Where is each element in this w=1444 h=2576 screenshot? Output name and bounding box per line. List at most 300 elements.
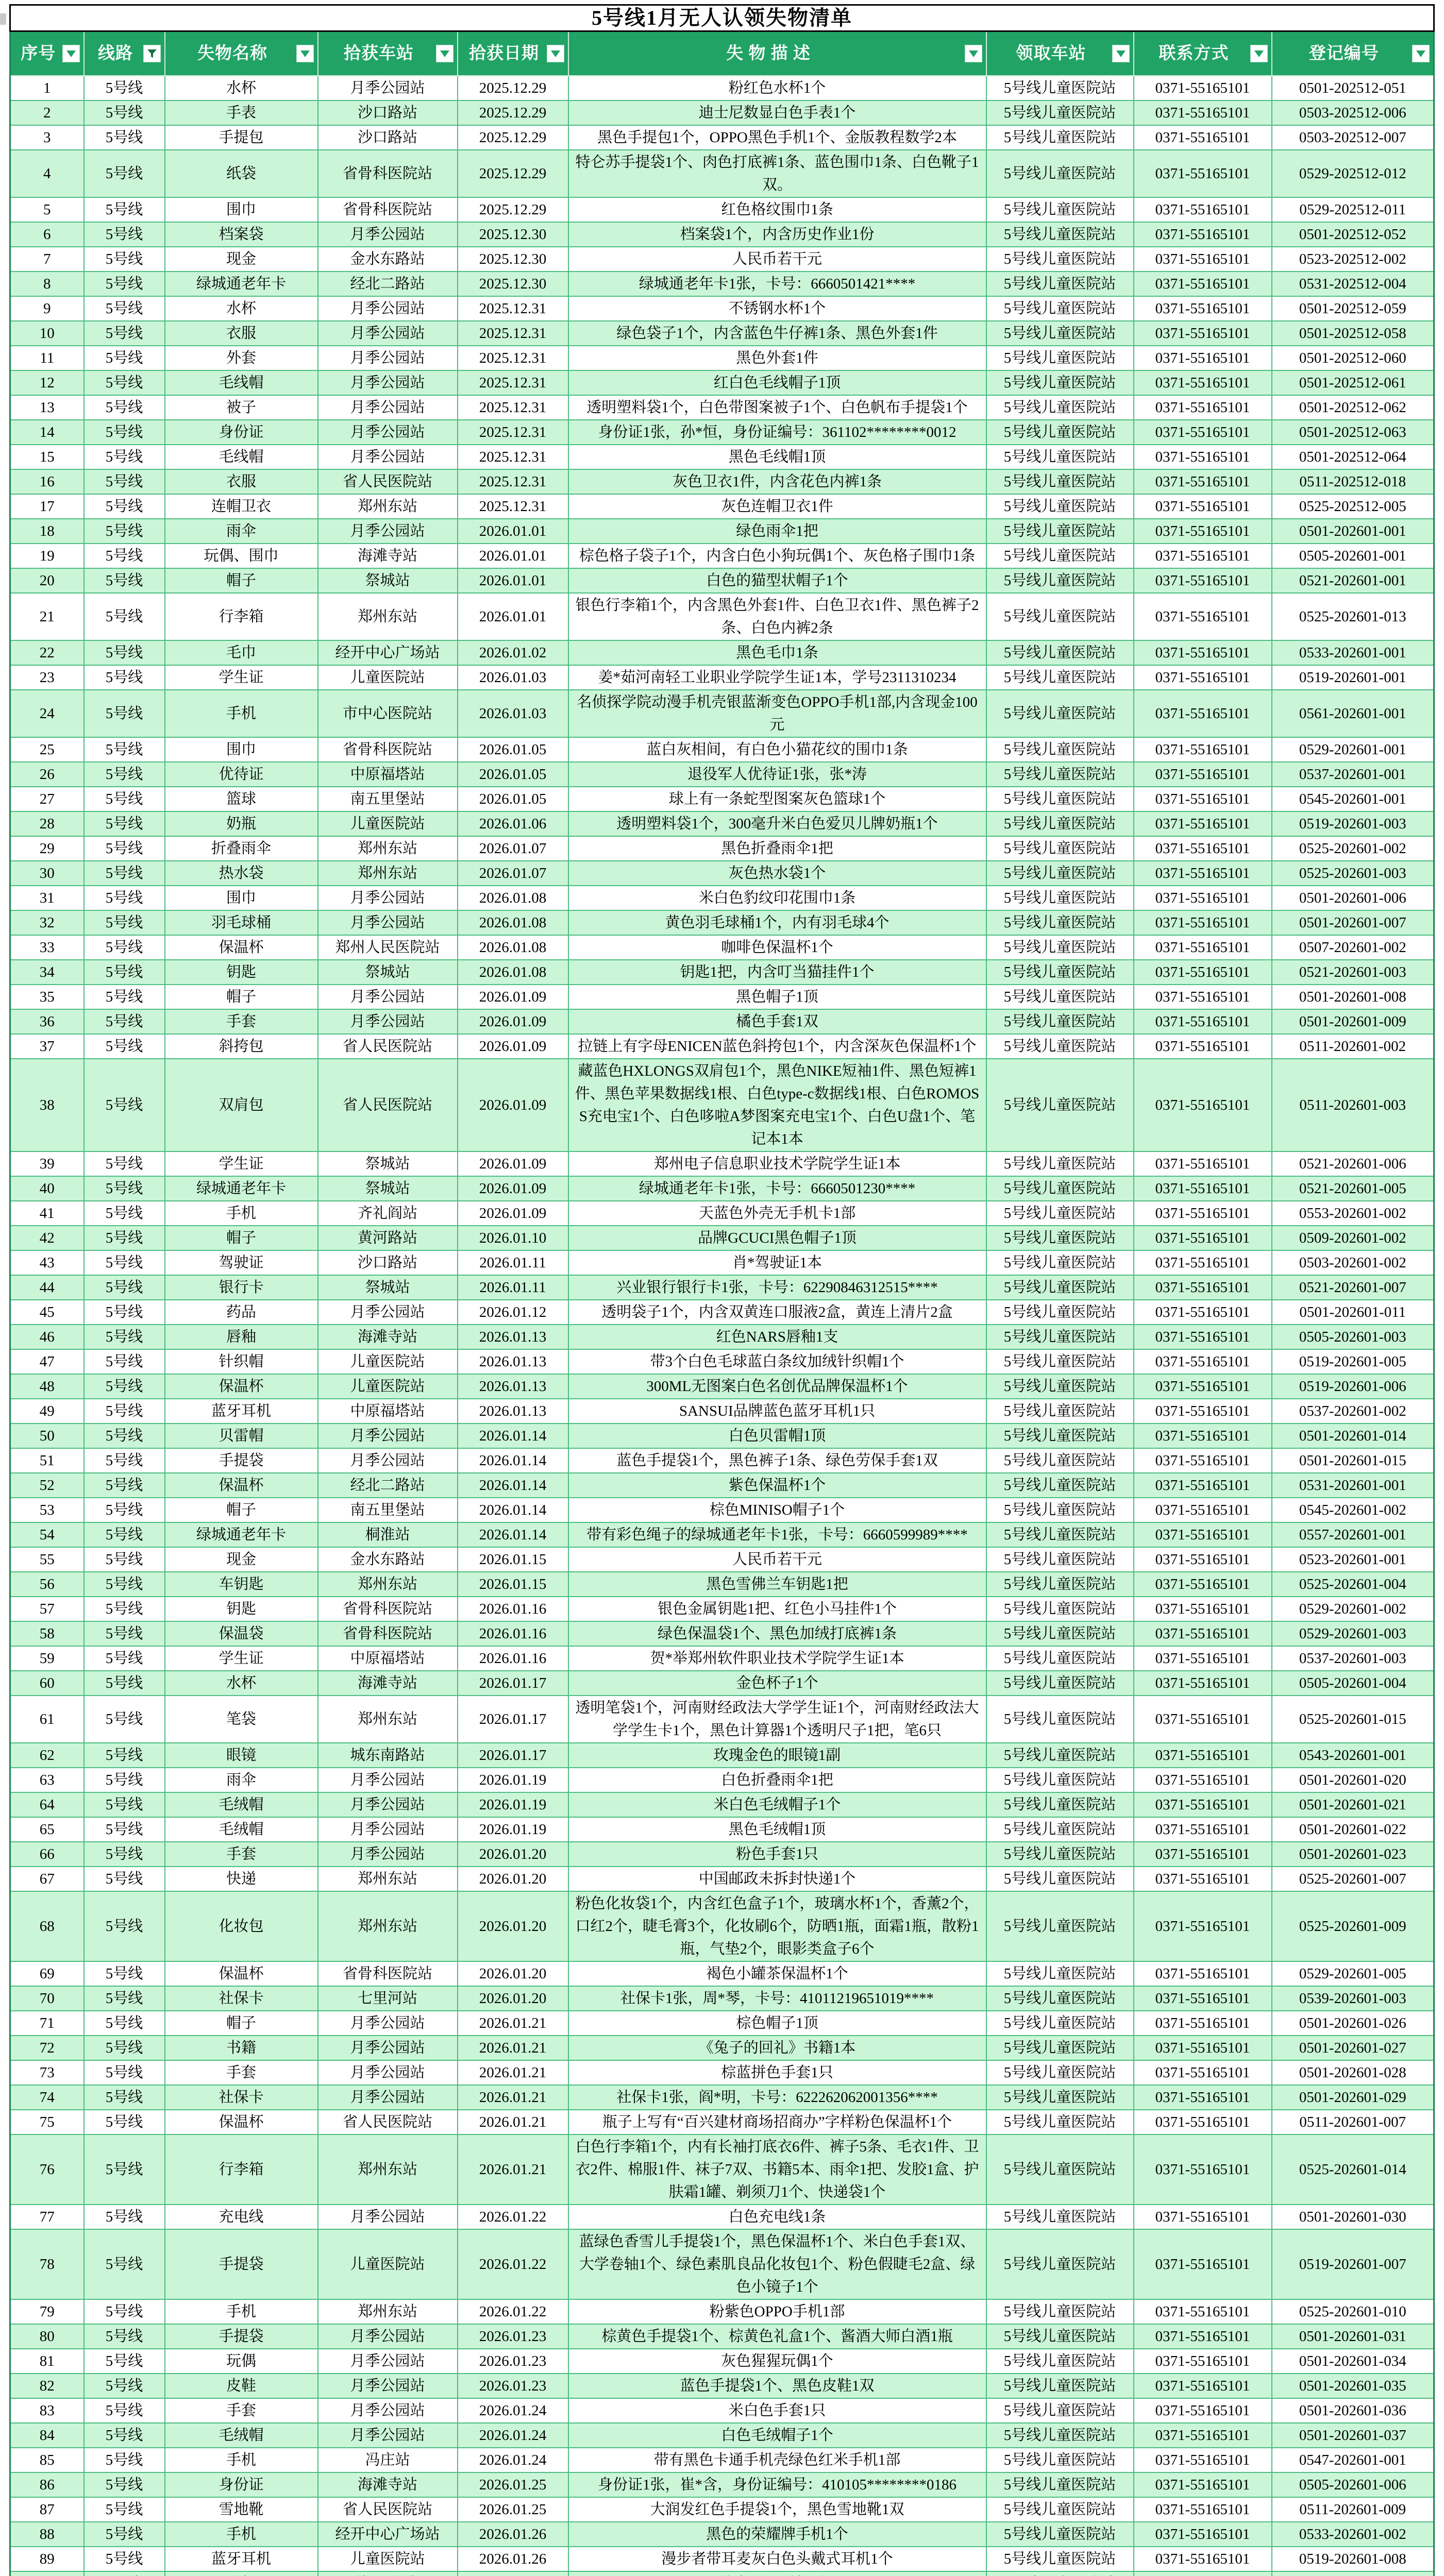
cell-found-station: 省人民医院站 (318, 2497, 458, 2522)
cell-seq: 71 (10, 2011, 84, 2036)
cell-reg-no: 0545-202601-002 (1272, 1498, 1434, 1522)
cell-line: 5号线 (84, 1522, 165, 1547)
cell-item-name: 笔袋 (165, 1696, 318, 1743)
chevron-down-icon (300, 50, 310, 57)
cell-reg-no: 0501-202601-014 (1272, 1423, 1434, 1448)
cell-found-date: 2026.01.02 (458, 640, 568, 665)
cell-item-name: 手套 (165, 2398, 318, 2423)
cell-found-station: 月季公园站 (318, 1009, 458, 1034)
cell-seq: 79 (10, 2299, 84, 2324)
cell-reg-no: 0503-202512-007 (1272, 125, 1434, 150)
cell-seq: 84 (10, 2423, 84, 2448)
filter-dropdown-button[interactable] (436, 45, 454, 62)
cell-item-name: 绿城通老年卡 (165, 1176, 318, 1201)
cell-reg-no: 0501-202601-027 (1272, 2036, 1434, 2060)
cell-description: 退役军人优待证1张，张*涛 (568, 762, 986, 787)
cell-line: 5号线 (84, 2423, 165, 2448)
cell-seq: 83 (10, 2398, 84, 2423)
cell-pickup-station: 5号线儿童医院站 (986, 2110, 1134, 2134)
table-row (10, 593, 1434, 640)
table-row (10, 1399, 1434, 1423)
scroll-corner (0, 13, 6, 25)
cell-description: 档案袋1个，内含历史作业1份 (568, 222, 986, 247)
cell-pickup-station: 5号线儿童医院站 (986, 737, 1134, 762)
cell-found-station: 中原福塔站 (318, 1399, 458, 1423)
cell-line: 5号线 (84, 1325, 165, 1349)
cell-seq: 75 (10, 2110, 84, 2134)
cell-description: 银色行李箱1个，内含黑色外套1件、白色卫衣1件、黑色裤子2条、白色内裤2条 (568, 593, 986, 640)
cell-pickup-station (986, 2571, 1134, 2576)
cell-seq (10, 2571, 84, 2576)
cell-item-name: 现金 (165, 247, 318, 272)
table-row (10, 1176, 1434, 1201)
cell-pickup-station: 5号线儿童医院站 (986, 1009, 1134, 1034)
cell-reg-no: 0553-202601-002 (1272, 1201, 1434, 1226)
cell-description: 透明袋子1个，内含双黄连口服液2盒，黄连上清片2盒 (568, 1300, 986, 1325)
cell-description: 黑色毛绒帽1顶 (568, 1817, 986, 1842)
cell-found-station: 沙口路站 (318, 100, 458, 125)
cell-found-station: 市中心医院站 (318, 690, 458, 737)
cell-contact: 0371-55165101 (1134, 2374, 1272, 2398)
cell-item-name: 社保卡 (165, 1986, 318, 2011)
cell-line: 5号线 (84, 1009, 165, 1034)
table-row (10, 1696, 1434, 1743)
table-row (10, 1621, 1434, 1646)
cell-contact: 0371-55165101 (1134, 1621, 1272, 1646)
cell-pickup-station: 5号线儿童医院站 (986, 296, 1134, 321)
cell-found-station: 月季公园站 (318, 395, 458, 420)
cell-found-station: 省骨科医院站 (318, 1597, 458, 1621)
cell-contact: 0371-55165101 (1134, 2472, 1272, 2497)
cell-line: 5号线 (84, 1374, 165, 1399)
cell-pickup-station: 5号线儿童医院站 (986, 1151, 1134, 1176)
cell-pickup-station: 5号线儿童医院站 (986, 2374, 1134, 2398)
cell-seq: 45 (10, 1300, 84, 1325)
cell-description: 带有黑色卡通手机壳绿色红米手机1部 (568, 2448, 986, 2472)
cell-reg-no: 0511-202601-007 (1272, 2110, 1434, 2134)
cell-item-name: 折叠雨伞 (165, 836, 318, 861)
cell-line: 5号线 (84, 1423, 165, 1448)
cell-description: 中国邮政未拆封快递1个 (568, 1867, 986, 1891)
cell-description: 黄色羽毛球桶1个，内有羽毛球4个 (568, 910, 986, 935)
cell-seq: 1 (10, 76, 84, 100)
cell-description: 透明笔袋1个，河南财经政法大学学生证1个，河南财经政法大学学生卡1个，黑色计算器1个透明尺子1把，笔6只 (568, 1696, 986, 1743)
cell-found-date: 2026.01.03 (458, 665, 568, 690)
cell-contact: 0371-55165101 (1134, 1275, 1272, 1300)
cell-seq: 43 (10, 1250, 84, 1275)
table-row (10, 2423, 1434, 2448)
cell-pickup-station: 5号线儿童医院站 (986, 2497, 1134, 2522)
cell-reg-no: 0531-202601-001 (1272, 1473, 1434, 1498)
column-header-label: 领取车站 (1016, 44, 1086, 63)
cell-contact: 0371-55165101 (1134, 1867, 1272, 1891)
cell-contact: 0371-55165101 (1134, 346, 1272, 370)
cell-item-name: 手机 (165, 2448, 318, 2472)
filter-funnel-button[interactable] (143, 45, 161, 62)
cell-reg-no: 0533-202601-002 (1272, 2522, 1434, 2547)
cell-seq: 36 (10, 1009, 84, 1034)
cell-item-name (165, 2571, 318, 2576)
cell-pickup-station: 5号线儿童医院站 (986, 1671, 1134, 1696)
cell-description: 红色格纹围巾1条 (568, 197, 986, 222)
cell-line: 5号线 (84, 811, 165, 836)
cell-found-station: 祭城站 (318, 1151, 458, 1176)
cell-seq: 73 (10, 2060, 84, 2085)
cell-pickup-station: 5号线儿童医院站 (986, 787, 1134, 811)
cell-pickup-station: 5号线儿童医院站 (986, 445, 1134, 469)
cell-found-station: 省人民医院站 (318, 1034, 458, 1059)
cell-pickup-station: 5号线儿童医院站 (986, 1300, 1134, 1325)
cell-found-date: 2026.01.23 (458, 2349, 568, 2374)
cell-found-station: 月季公园站 (318, 1817, 458, 1842)
table-row (10, 1743, 1434, 1768)
cell-reg-no: 0501-202601-030 (1272, 2205, 1434, 2229)
cell-line: 5号线 (84, 886, 165, 910)
cell-reg-no: 0501-202601-022 (1272, 1817, 1434, 1842)
cell-seq: 4 (10, 150, 84, 197)
table-row (10, 1961, 1434, 1986)
cell-seq: 54 (10, 1522, 84, 1547)
cell-reg-no: 0529-202601-005 (1272, 1961, 1434, 1986)
cell-description: 棕色MINISO帽子1个 (568, 1498, 986, 1522)
cell-seq: 56 (10, 1572, 84, 1597)
cell-found-station: 月季公园站 (318, 2349, 458, 2374)
cell-reg-no: 0525-202601-009 (1272, 1891, 1434, 1961)
cell-contact: 0371-55165101 (1134, 985, 1272, 1009)
cell-seq: 62 (10, 1743, 84, 1768)
cell-found-date: 2025.12.31 (458, 469, 568, 494)
cell-found-date: 2026.01.01 (458, 568, 568, 593)
cell-seq: 31 (10, 886, 84, 910)
cell-seq: 23 (10, 665, 84, 690)
table-row (10, 2497, 1434, 2522)
cell-item-name: 手机 (165, 2522, 318, 2547)
table-row (10, 1059, 1434, 1151)
cell-item-name: 优待证 (165, 762, 318, 787)
cell-item-name: 蓝牙耳机 (165, 2547, 318, 2571)
cell-found-station: 月季公园站 (318, 2423, 458, 2448)
cell-contact: 0371-55165101 (1134, 1696, 1272, 1743)
table-row (10, 1522, 1434, 1547)
cell-reg-no: 0501-202601-036 (1272, 2398, 1434, 2423)
cell-seq: 66 (10, 1842, 84, 1867)
cell-contact: 0371-55165101 (1134, 272, 1272, 296)
cell-description: 米白色手套1只 (568, 2398, 986, 2423)
cell-contact: 0371-55165101 (1134, 762, 1272, 787)
cell-contact: 0371-55165101 (1134, 593, 1272, 640)
cell-item-name: 车钥匙 (165, 1572, 318, 1597)
cell-seq: 81 (10, 2349, 84, 2374)
cell-item-name: 玩偶、围巾 (165, 544, 318, 568)
cell-contact: 0371-55165101 (1134, 640, 1272, 665)
cell-description: 姜*茹河南轻工业职业学院学生证1本，学号2311310234 (568, 665, 986, 690)
cell-seq: 69 (10, 1961, 84, 1986)
cell-item-name: 手机 (165, 2299, 318, 2324)
cell-item-name: 毛绒帽 (165, 2423, 318, 2448)
cell-item-name: 手机 (165, 690, 318, 737)
cell-contact: 0371-55165101 (1134, 665, 1272, 690)
cell-found-station: 月季公园站 (318, 2036, 458, 2060)
cell-pickup-station: 5号线儿童医院站 (986, 1374, 1134, 1399)
cell-line: 5号线 (84, 1300, 165, 1325)
cell-pickup-station: 5号线儿童医院站 (986, 544, 1134, 568)
cell-seq: 89 (10, 2547, 84, 2571)
cell-line: 5号线 (84, 690, 165, 737)
cell-contact: 0371-55165101 (1134, 544, 1272, 568)
cell-line: 5号线 (84, 737, 165, 762)
cell-pickup-station: 5号线儿童医院站 (986, 1473, 1134, 1498)
cell-reg-no: 0511-202512-018 (1272, 469, 1434, 494)
table-row (10, 2522, 1434, 2547)
cell-contact: 0371-55165101 (1134, 1572, 1272, 1597)
cell-seq: 49 (10, 1399, 84, 1423)
cell-found-station: 南五里堡站 (318, 787, 458, 811)
cell-contact: 0371-55165101 (1134, 960, 1272, 985)
cell-description: 绿城通老年卡1张，卡号：6660501230**** (568, 1176, 986, 1201)
table-row (10, 2205, 1434, 2229)
cell-found-date (458, 2571, 568, 2576)
cell-found-date: 2026.01.19 (458, 1817, 568, 1842)
cell-description: 绿色保温袋1个、黑色加绒打底裤1条 (568, 1621, 986, 1646)
cell-line: 5号线 (84, 1696, 165, 1743)
cell-description: 大润发红色手提袋1个，黑色雪地靴1双 (568, 2497, 986, 2522)
cell-found-date: 2026.01.05 (458, 737, 568, 762)
cell-line: 5号线 (84, 321, 165, 346)
cell-reg-no: 0547-202601-001 (1272, 2448, 1434, 2472)
cell-found-station: 经开中心广场站 (318, 640, 458, 665)
table-row (10, 737, 1434, 762)
cell-reg-no: 0501-202601-034 (1272, 2349, 1434, 2374)
cell-pickup-station: 5号线儿童医院站 (986, 1547, 1134, 1572)
cell-found-station: 桐淮站 (318, 1522, 458, 1547)
cell-line: 5号线 (84, 76, 165, 100)
cell-reg-no (1272, 2571, 1434, 2576)
table-row (10, 197, 1434, 222)
cell-found-date: 2025.12.29 (458, 100, 568, 125)
filter-dropdown-button[interactable] (296, 45, 314, 62)
cell-seq: 72 (10, 2036, 84, 2060)
column-header-label: 失 物 描 述 (726, 44, 811, 63)
cell-line: 5号线 (84, 1768, 165, 1792)
cell-reg-no: 0501-202512-051 (1272, 76, 1434, 100)
chevron-down-icon (1254, 50, 1264, 57)
cell-found-station: 月季公园站 (318, 321, 458, 346)
cell-found-station: 七里河站 (318, 1986, 458, 2011)
cell-found-station: 月季公园站 (318, 420, 458, 445)
cell-description: 身份证1张，孙*恒，身份证编号：361102********0012 (568, 420, 986, 445)
cell-seq: 33 (10, 935, 84, 960)
cell-found-date: 2026.01.24 (458, 2423, 568, 2448)
cell-seq: 78 (10, 2229, 84, 2299)
cell-reg-no: 0533-202601-001 (1272, 640, 1434, 665)
cell-line: 5号线 (84, 640, 165, 665)
cell-found-date: 2025.12.29 (458, 197, 568, 222)
cell-description: 黑色手提包1个，OPPO黑色手机1个、金版教程数学2本 (568, 125, 986, 150)
cell-found-station: 省人民医院站 (318, 469, 458, 494)
cell-pickup-station: 5号线儿童医院站 (986, 420, 1134, 445)
column-header-7 (1134, 31, 1272, 76)
table-row (10, 469, 1434, 494)
cell-pickup-station: 5号线儿童医院站 (986, 985, 1134, 1009)
cell-seq: 77 (10, 2205, 84, 2229)
cell-item-name: 书籍 (165, 2036, 318, 2060)
cell-pickup-station: 5号线儿童医院站 (986, 1522, 1134, 1547)
cell-found-date: 2026.01.09 (458, 1201, 568, 1226)
table-row (10, 1768, 1434, 1792)
cell-contact: 0371-55165101 (1134, 469, 1272, 494)
chevron-down-icon (1416, 50, 1425, 57)
cell-reg-no: 0511-202601-009 (1272, 2497, 1434, 2522)
cell-found-station: 海滩寺站 (318, 544, 458, 568)
cell-found-date: 2026.01.08 (458, 935, 568, 960)
cell-line: 5号线 (84, 2299, 165, 2324)
filter-dropdown-button[interactable] (1112, 45, 1130, 62)
cell-pickup-station: 5号线儿童医院站 (986, 2324, 1134, 2349)
cell-seq: 51 (10, 1448, 84, 1473)
cell-found-date: 2026.01.21 (458, 2085, 568, 2110)
cell-reg-no: 0529-202601-001 (1272, 737, 1434, 762)
cell-seq: 74 (10, 2085, 84, 2110)
cell-found-date: 2026.01.16 (458, 1621, 568, 1646)
cell-description: 咖啡色保温杯1个 (568, 935, 986, 960)
cell-description: 棕色格子袋子1个，内含白色小狗玩偶1个、灰色格子围巾1条 (568, 544, 986, 568)
cell-found-station: 月季公园站 (318, 2011, 458, 2036)
table-row (10, 1034, 1434, 1059)
cell-seq: 12 (10, 370, 84, 395)
cell-description: 黑色帽子1顶 (568, 985, 986, 1009)
cell-pickup-station: 5号线儿童医院站 (986, 346, 1134, 370)
cell-item-name: 身份证 (165, 2472, 318, 2497)
cell-contact: 0371-55165101 (1134, 1034, 1272, 1059)
cell-found-station: 月季公园站 (318, 370, 458, 395)
cell-found-station: 月季公园站 (318, 519, 458, 544)
cell-line: 5号线 (84, 2060, 165, 2085)
cell-found-date: 2026.01.07 (458, 861, 568, 886)
funnel-icon (146, 47, 158, 60)
cell-pickup-station: 5号线儿童医院站 (986, 1176, 1134, 1201)
cell-pickup-station: 5号线儿童医院站 (986, 1349, 1134, 1374)
cell-item-name: 手机 (165, 1201, 318, 1226)
column-header-3 (318, 31, 458, 76)
cell-contact: 0371-55165101 (1134, 2497, 1272, 2522)
cell-found-date: 2025.12.31 (458, 445, 568, 469)
cell-contact: 0371-55165101 (1134, 1349, 1272, 1374)
cell-reg-no: 0531-202512-004 (1272, 272, 1434, 296)
cell-found-date: 2026.01.21 (458, 2134, 568, 2205)
cell-found-station: 月季公园站 (318, 1842, 458, 1867)
cell-seq: 70 (10, 1986, 84, 2011)
cell-contact: 0371-55165101 (1134, 1671, 1272, 1696)
cell-item-name: 蓝牙耳机 (165, 1399, 318, 1423)
cell-pickup-station: 5号线儿童医院站 (986, 1768, 1134, 1792)
cell-reg-no: 0543-202601-001 (1272, 1743, 1434, 1768)
cell-description: 白色折叠雨伞1把 (568, 1768, 986, 1792)
cell-found-station: 海滩寺站 (318, 1325, 458, 1349)
cell-reg-no: 0509-202601-002 (1272, 1226, 1434, 1250)
cell-line: 5号线 (84, 665, 165, 690)
cell-item-name: 羽毛球桶 (165, 910, 318, 935)
cell-line: 5号线 (84, 2448, 165, 2472)
cell-description: 棕蓝拼色手套1只 (568, 2060, 986, 2085)
cell-description: 灰色热水袋1个 (568, 861, 986, 886)
cell-seq: 86 (10, 2472, 84, 2497)
table-row (10, 1325, 1434, 1349)
cell-found-date: 2026.01.05 (458, 787, 568, 811)
cell-pickup-station: 5号线儿童医院站 (986, 2229, 1134, 2299)
cell-line: 5号线 (84, 2497, 165, 2522)
cell-found-date: 2026.01.26 (458, 2522, 568, 2547)
cell-description: 带有彩色绳子的绿城通老年卡1张，卡号：6660599989**** (568, 1522, 986, 1547)
column-header-4 (458, 31, 568, 76)
table-row (10, 1817, 1434, 1842)
cell-contact: 0371-55165101 (1134, 1498, 1272, 1522)
cell-seq: 87 (10, 2497, 84, 2522)
filter-dropdown-button[interactable] (547, 45, 564, 62)
cell-pickup-station: 5号线儿童医院站 (986, 836, 1134, 861)
cell-line: 5号线 (84, 420, 165, 445)
cell-item-name: 帽子 (165, 1498, 318, 1522)
table-row (10, 125, 1434, 150)
table-row (10, 935, 1434, 960)
cell-reg-no: 0561-202601-001 (1272, 690, 1434, 737)
cell-found-date: 2026.01.06 (458, 811, 568, 836)
cell-found-station: 金水东路站 (318, 1547, 458, 1572)
filter-dropdown-button[interactable] (1412, 45, 1430, 62)
cell-pickup-station: 5号线儿童医院站 (986, 2547, 1134, 2571)
filter-dropdown-button[interactable] (62, 45, 80, 62)
cell-contact: 0371-55165101 (1134, 2110, 1272, 2134)
cell-found-date: 2026.01.01 (458, 519, 568, 544)
cell-reg-no: 0529-202512-011 (1272, 197, 1434, 222)
cell-pickup-station: 5号线儿童医院站 (986, 2398, 1134, 2423)
cell-pickup-station: 5号线儿童医院站 (986, 2085, 1134, 2110)
cell-found-station: 海滩寺站 (318, 1671, 458, 1696)
cell-found-date: 2026.01.05 (458, 762, 568, 787)
column-header-label: 序号 (21, 44, 56, 63)
cell-item-name: 学生证 (165, 1151, 318, 1176)
cell-seq: 61 (10, 1696, 84, 1743)
cell-found-date: 2026.01.08 (458, 960, 568, 985)
cell-reg-no: 0529-202512-012 (1272, 150, 1434, 197)
cell-pickup-station: 5号线儿童医院站 (986, 1696, 1134, 1743)
cell-description: 蓝白灰相间，有白色小猫花纹的围巾1条 (568, 737, 986, 762)
cell-found-station: 中原福塔站 (318, 1646, 458, 1671)
cell-contact: 0371-55165101 (1134, 395, 1272, 420)
cell-line: 5号线 (84, 1961, 165, 1986)
cell-seq: 52 (10, 1473, 84, 1498)
table-row (10, 1986, 1434, 2011)
cell-seq: 57 (10, 1597, 84, 1621)
cell-line: 5号线 (84, 2085, 165, 2110)
cell-found-date: 2026.01.15 (458, 1547, 568, 1572)
cell-contact: 0371-55165101 (1134, 935, 1272, 960)
cell-found-station: 郑州东站 (318, 861, 458, 886)
cell-pickup-station: 5号线儿童医院站 (986, 1792, 1134, 1817)
cell-found-station: 月季公园站 (318, 985, 458, 1009)
cell-item-name: 保温杯 (165, 1961, 318, 1986)
cell-found-date: 2025.12.30 (458, 222, 568, 247)
filter-dropdown-button[interactable] (965, 45, 982, 62)
cell-pickup-station: 5号线儿童医院站 (986, 2423, 1134, 2448)
cell-line: 5号线 (84, 2036, 165, 2060)
cell-contact: 0371-55165101 (1134, 2522, 1272, 2547)
cell-seq: 22 (10, 640, 84, 665)
cell-found-date: 2026.01.24 (458, 2448, 568, 2472)
cell-line: 5号线 (84, 247, 165, 272)
filter-dropdown-button[interactable] (1250, 45, 1268, 62)
cell-item-name: 现金 (165, 1547, 318, 1572)
cell-line: 5号线 (84, 2374, 165, 2398)
